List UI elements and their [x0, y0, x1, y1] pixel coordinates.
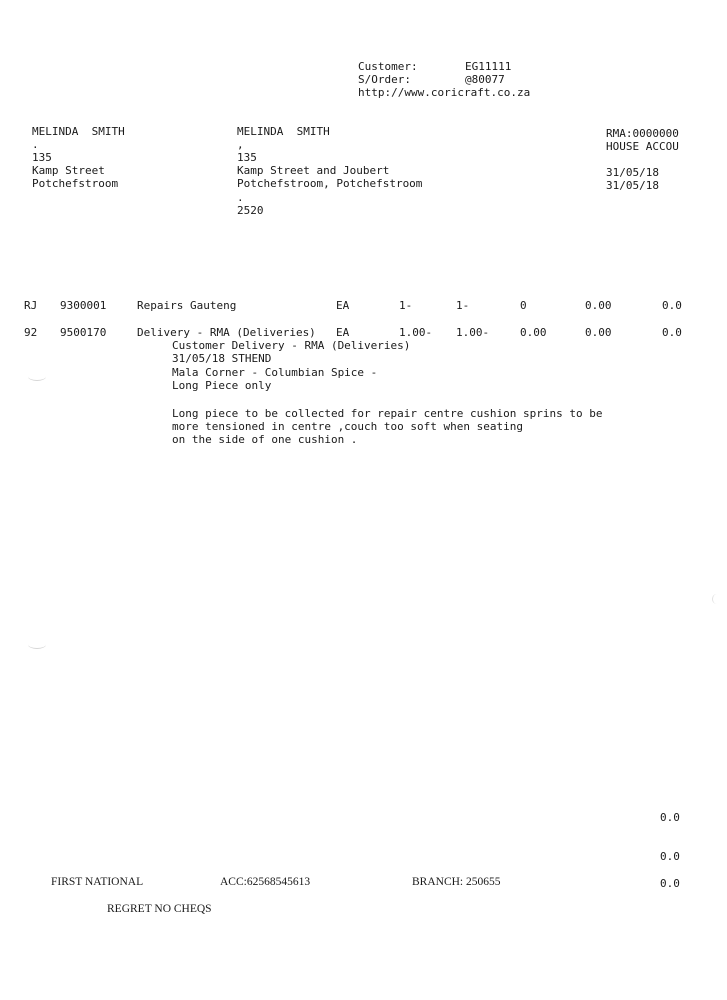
rma-number: RMA:0000000	[606, 127, 679, 140]
customer-value: EG11111	[465, 60, 512, 73]
line-value-2: 0.00	[585, 299, 612, 312]
note-line: Customer Delivery - RMA (Deliveries)	[172, 339, 411, 352]
ship-to-postcode: 2520	[237, 204, 264, 217]
line-unit: EA	[336, 326, 350, 339]
note-line: Long Piece only	[172, 379, 272, 392]
bill-to-line3: Kamp Street	[32, 164, 105, 177]
line-code: RJ	[24, 299, 38, 312]
rma-date-2: 31/05/18	[606, 179, 659, 192]
line-value-1: 0	[520, 299, 527, 312]
line-unit: EA	[336, 299, 350, 312]
customer-label: Customer:	[358, 60, 418, 73]
sorder-label: S/Order:	[358, 73, 411, 86]
comment-line: Long piece to be collected for repair centre cushion sprins to be	[172, 407, 603, 420]
scan-artifact	[28, 372, 46, 381]
bank-name: FIRST NATIONAL	[51, 876, 144, 888]
total-value-2: 0.0	[660, 850, 680, 863]
comment-line: on the side of one cushion .	[172, 433, 358, 446]
rma-account: HOUSE ACCOU	[606, 140, 679, 153]
line-value-3: 0.0	[662, 326, 682, 339]
line-value-3: 0.0	[662, 299, 682, 312]
scan-artifact	[712, 594, 721, 604]
note-line: Mala Corner - Columbian Spice -	[172, 366, 378, 379]
line-code: 92	[24, 326, 38, 339]
rma-date-1: 31/05/18	[606, 166, 659, 179]
ship-to-line1: ,	[237, 138, 244, 151]
note-line: 31/05/18 STHEND	[172, 352, 272, 365]
cheque-notice: REGRET NO CHEQS	[107, 903, 212, 915]
line-description: Delivery - RMA (Deliveries)	[137, 326, 316, 339]
ship-to-line3: Kamp Street and Joubert	[237, 164, 390, 177]
website-link[interactable]: http://www.coricraft.co.za	[358, 86, 531, 99]
line-value-2: 0.00	[585, 326, 612, 339]
ship-to-line2: 135	[237, 151, 257, 164]
line-qty-supplied: 1.00-	[456, 326, 490, 339]
line-value-1: 0.00	[520, 326, 547, 339]
total-value-3: 0.0	[660, 877, 680, 890]
sorder-value: @80077	[465, 73, 505, 86]
scan-artifact	[28, 640, 46, 649]
bank-branch: BRANCH: 250655	[412, 876, 501, 888]
ship-to-line4: Potchefstroom, Potchefstroom	[237, 177, 423, 190]
bill-to-name: MELINDA SMITH	[32, 125, 125, 138]
bill-to-line2: 135	[32, 151, 52, 164]
comment-line: more tensioned in centre ,couch too soft when seating	[172, 420, 523, 433]
line-item-number: 9500170	[60, 326, 107, 339]
line-item-number: 9300001	[60, 299, 107, 312]
bill-to-line1: .	[32, 138, 39, 151]
bank-account: ACC:62568545613	[220, 876, 311, 888]
ship-to-name: MELINDA SMITH	[237, 125, 330, 138]
line-qty-ordered: 1-	[399, 299, 413, 312]
line-qty-supplied: 1-	[456, 299, 470, 312]
ship-to-line5: .	[237, 191, 244, 204]
line-qty-ordered: 1.00-	[399, 326, 433, 339]
line-description: Repairs Gauteng	[137, 299, 237, 312]
total-value-1: 0.0	[660, 811, 680, 824]
bill-to-line4: Potchefstroom	[32, 177, 119, 190]
